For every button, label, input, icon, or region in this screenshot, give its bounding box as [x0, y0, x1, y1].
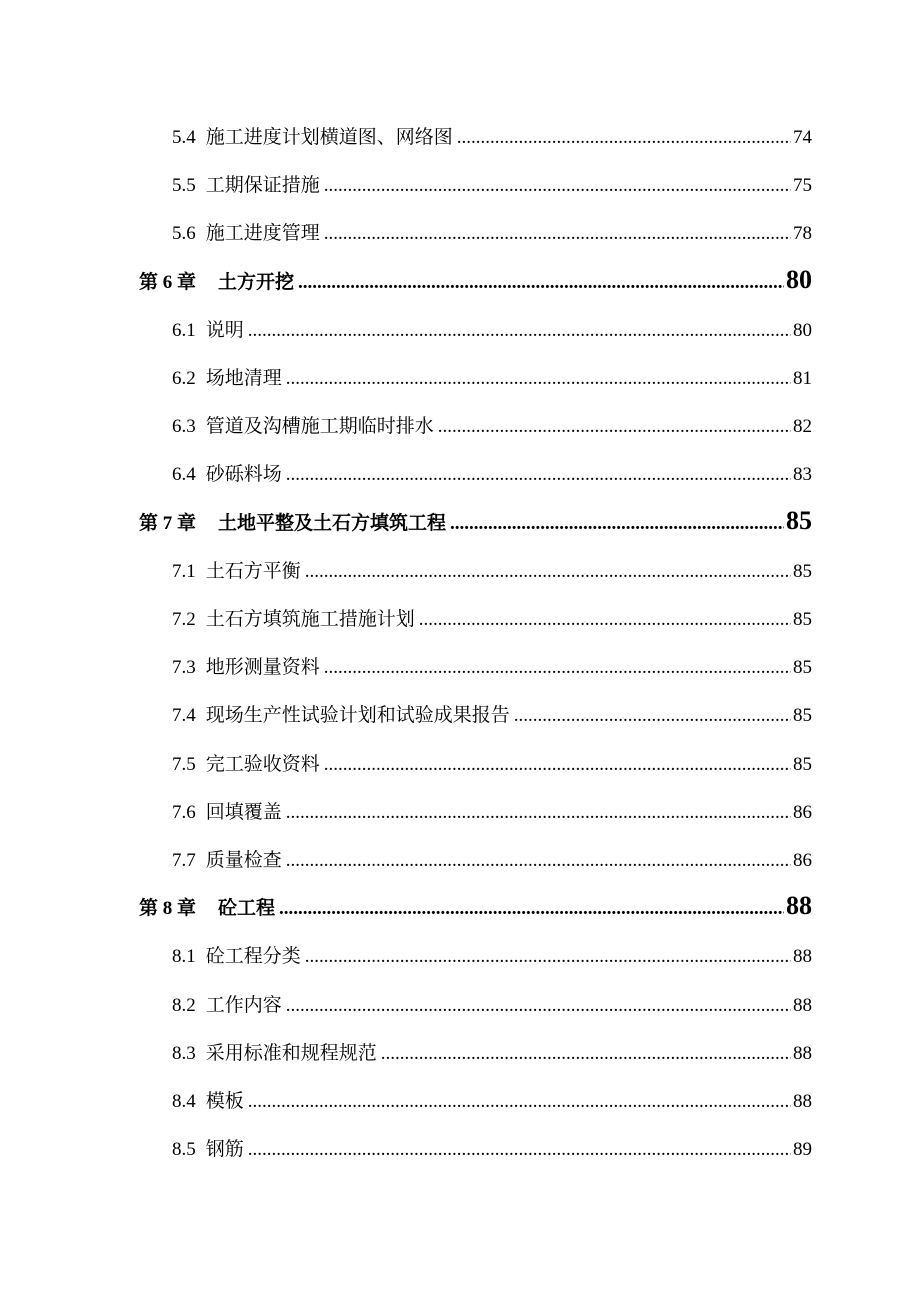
- toc-section-entry[interactable]: [0, 218, 920, 248]
- toc-entry-page-number: 85: [786, 505, 812, 535]
- dot-leader: [248, 320, 791, 342]
- toc-entry-page-number: 80: [786, 264, 812, 294]
- dot-leader: [324, 175, 791, 197]
- toc-entry-title: 施工进度计划横道图、网络图: [205, 127, 453, 148]
- toc-chapter-entry[interactable]: [0, 506, 920, 540]
- dot-leader: [286, 368, 791, 390]
- toc-entry-title: 完工验收资料: [205, 753, 320, 775]
- toc-entry-title: 场地清理: [205, 368, 282, 389]
- toc-entry-number: 第 7 章: [139, 512, 197, 534]
- toc-section-entry[interactable]: [0, 604, 920, 634]
- toc-entry-title: 钢筋: [205, 1139, 244, 1161]
- toc-entry-title: 管道及沟槽施工期临时排水: [205, 416, 434, 438]
- toc-entry-title: 土石方填筑施工措施计划: [205, 609, 415, 630]
- toc-entry-page-number: 81: [793, 368, 812, 389]
- dot-leader: [286, 850, 791, 872]
- toc-entry-title: 土石方平衡: [205, 560, 301, 582]
- dot-leader: [305, 561, 791, 583]
- toc-entry-number: 5.5: [172, 175, 196, 197]
- dot-leader: [286, 802, 791, 824]
- toc-entry-number: 6.4: [172, 464, 196, 486]
- toc-section-entry[interactable]: [0, 1086, 920, 1116]
- dot-leader: [279, 898, 784, 920]
- toc-entry-page-number: 85: [793, 753, 812, 775]
- dot-leader: [305, 946, 791, 968]
- dot-leader: [419, 609, 791, 631]
- toc-entry-title: 回填覆盖: [205, 801, 282, 823]
- toc-entry-page-number: 86: [793, 850, 812, 871]
- toc-section-entry[interactable]: [0, 411, 920, 441]
- toc-entry-page-number: 85: [793, 560, 812, 582]
- dot-leader: [457, 127, 791, 149]
- toc-section-entry[interactable]: [0, 363, 920, 393]
- toc-entry-number: 7.5: [172, 753, 196, 775]
- toc-entry-page-number: 88: [793, 994, 812, 1016]
- toc-section-entry[interactable]: [0, 1038, 920, 1068]
- toc-entry-page-number: 85: [793, 705, 812, 727]
- toc-section-entry[interactable]: [0, 941, 920, 971]
- toc-entry-number: 7.7: [172, 850, 196, 871]
- toc-entry-page-number: 88: [786, 891, 812, 921]
- toc-entry-number: 6.3: [172, 416, 196, 438]
- toc-section-entry[interactable]: [0, 652, 920, 682]
- toc-entry-number: 8.5: [172, 1139, 196, 1161]
- dot-leader: [381, 1043, 791, 1065]
- toc-entry-number: 7.2: [172, 609, 196, 630]
- dot-leader: [450, 513, 784, 535]
- toc-entry-title: 砼工程分类: [205, 946, 301, 968]
- toc-entry-title: 砂砾料场: [205, 464, 282, 486]
- toc-entry-number: 7.6: [172, 801, 196, 823]
- toc-entry-title: 砼工程: [218, 898, 276, 920]
- toc-entry-page-number: 80: [793, 319, 812, 341]
- toc-entry-page-number: 85: [793, 657, 812, 679]
- dot-leader: [286, 995, 791, 1017]
- dot-leader: [438, 416, 791, 438]
- toc-entry-number: 8.4: [172, 1091, 196, 1112]
- toc-chapter-entry[interactable]: [0, 265, 920, 299]
- toc-entry-page-number: 89: [793, 1139, 812, 1161]
- dot-leader: [324, 223, 791, 245]
- toc-entry-title: 工期保证措施: [205, 175, 320, 197]
- toc-section-entry[interactable]: [0, 700, 920, 730]
- toc-entry-number: 6.1: [172, 319, 196, 341]
- toc-entry-title: 地形测量资料: [205, 657, 320, 679]
- toc-entry-title: 施工进度管理: [205, 223, 320, 245]
- toc-entry-title: 模板: [205, 1091, 244, 1112]
- toc-entry-page-number: 74: [793, 127, 812, 148]
- toc-entry-page-number: 82: [793, 416, 812, 438]
- toc-entry-number: 8.3: [172, 1042, 196, 1064]
- toc-entry-page-number: 83: [793, 464, 812, 486]
- toc-entry-number: 6.2: [172, 368, 196, 389]
- toc-entry-number: 7.4: [172, 705, 196, 727]
- toc-entry-title: 采用标准和规程规范: [205, 1042, 377, 1064]
- toc-entry-page-number: 85: [793, 609, 812, 630]
- dot-leader: [248, 1091, 791, 1113]
- toc-entry-number: 7.3: [172, 657, 196, 679]
- toc-section-entry[interactable]: [0, 749, 920, 779]
- toc-entry-number: 5.4: [172, 127, 196, 148]
- toc-entry-number: 7.1: [172, 560, 196, 582]
- toc-entry-page-number: 86: [793, 801, 812, 823]
- toc-entry-title: 现场生产性试验计划和试验成果报告: [205, 705, 510, 727]
- toc-section-entry[interactable]: [0, 556, 920, 586]
- toc-entry-number: 第 6 章: [139, 271, 197, 293]
- toc-entry-page-number: 88: [793, 1091, 812, 1112]
- toc-section-entry[interactable]: [0, 1134, 920, 1164]
- toc-section-entry[interactable]: [0, 315, 920, 345]
- dot-leader: [324, 657, 791, 679]
- toc-entry-page-number: 75: [793, 175, 812, 197]
- toc-entry-number: 8.1: [172, 946, 196, 968]
- toc-entry-page-number: 78: [793, 223, 812, 245]
- toc-section-entry[interactable]: [0, 990, 920, 1020]
- dot-leader: [286, 464, 791, 486]
- toc-section-entry[interactable]: [0, 845, 920, 875]
- dot-leader: [298, 272, 784, 294]
- toc-entry-number: 第 8 章: [139, 898, 197, 920]
- toc-entry-page-number: 88: [793, 946, 812, 968]
- toc-section-entry[interactable]: [0, 122, 920, 152]
- toc-chapter-entry[interactable]: [0, 891, 920, 925]
- toc-entry-title: 土地平整及土石方填筑工程: [218, 512, 447, 534]
- toc-section-entry[interactable]: [0, 459, 920, 489]
- toc-section-entry[interactable]: [0, 797, 920, 827]
- toc-entry-number: 5.6: [172, 223, 196, 245]
- toc-section-entry[interactable]: [0, 170, 920, 200]
- toc-entry-title: 说明: [205, 319, 244, 341]
- toc-entry-title: 土方开挖: [218, 271, 295, 293]
- dot-leader: [324, 754, 791, 776]
- toc-entry-page-number: 88: [793, 1042, 812, 1064]
- dot-leader: [248, 1139, 791, 1161]
- toc-entry-number: 8.2: [172, 994, 196, 1016]
- toc-entry-title: 工作内容: [205, 994, 282, 1016]
- dot-leader: [514, 705, 791, 727]
- toc-entry-title: 质量检查: [205, 850, 282, 871]
